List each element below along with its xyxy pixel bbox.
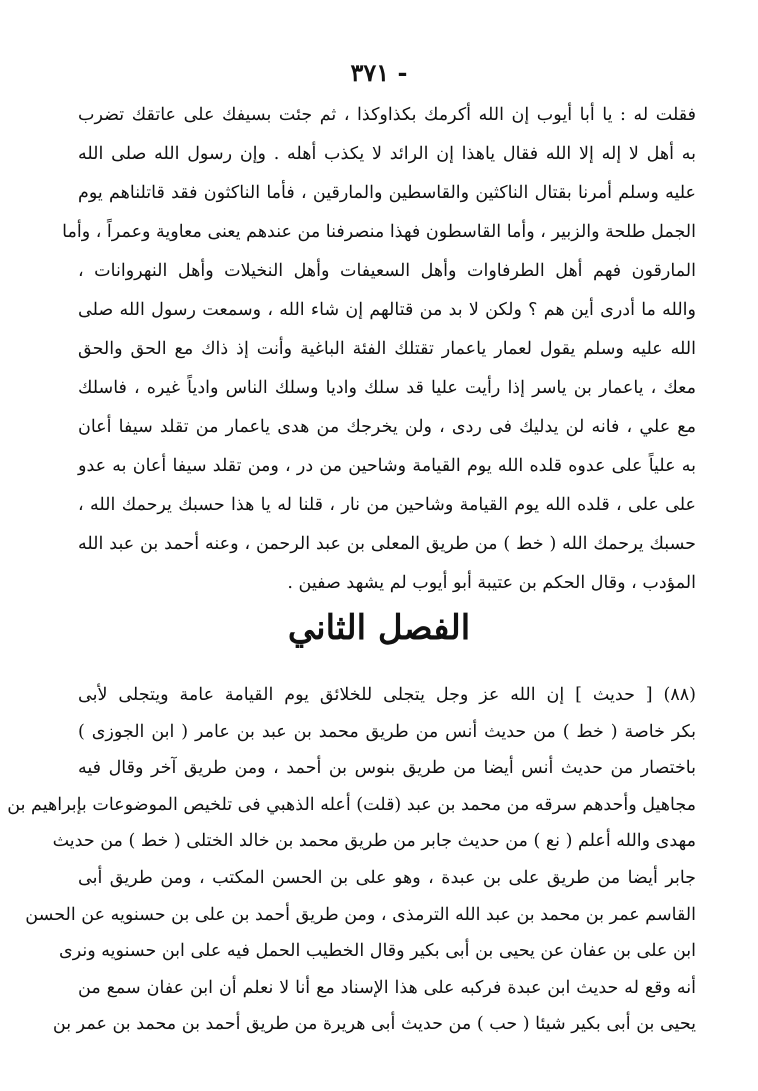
text-line: أنه وقع له حديث ابن عبدة فركبه على هذا الإسناد مع أنا لا نعلم أن ابن عفان سمع من [78,977,696,998]
text-line: فقلت له : يا أبا أيوب إن الله أكرمك بكذاوكذا ، ثم جئت بسيفك على عاتقك تضرب [78,105,696,125]
text-line: ابن على بن عفان عن يحيى بن أبى بكير وقال الخطيب الحمل فيه على ابن حسنويه ونرى [59,941,696,962]
text-line: الله عليه وسلم يقول لعمار ياعمار تقتلك الفئة الباغية وأنت إذ ذاك مع الحق والحق [78,339,696,359]
text-block-1 [62,96,696,603]
text-line: القاسم عمر بن محمد بن عبد الله الترمذى ، ومن طريق أحمد بن على بن حسنويه عن الحسن [25,904,696,925]
text-line: باختصار من حديث أنس أيضا من طريق بنوس بن أحمد ، ومن طريق آخر وقال فيه [78,758,696,779]
text-line: على على ، قلده الله يوم القيامة وشاحين من نار ، قلنا له يا هذا حسبك يرحمك الله ، [78,495,696,515]
text-line: به علياً على عدوه قلده الله يوم القيامة وشاحين من در ، ومن تقلد سيفا أعان به عدو [78,456,696,476]
text-line: معك ، ياعمار بن ياسر إذا رأيت عليا قد سلك واديا وسلك الناس وادياً غيره ، فاسلك [78,378,696,398]
text-line: (٨٨) [ حديث ] إن الله عز وجل يتجلى للخلائق يوم القيامة عامة ويتجلى لأبى [78,685,696,705]
text-line: والله ما أدرى أين هم ؟ ولكن لا بد من قتالهم إن شاء الله ، وسمعت رسول الله صلى [78,300,696,320]
text-line: حسبك يرحمك الله ( خط ) من طريق المعلى بن عبد الرحمن ، وعنه أحمد بن عبد الله [78,534,696,554]
text-line: مجاهيل وأحدهم سرقه من محمد بن عبد (قلت) أعله الذهبي فى تلخيص الموضوعات بإبراهيم بن [7,794,696,815]
text-line: يحيى بن أبى بكير شيئا ( حب ) من حديث أبى هريرة من طريق أحمد بن محمد بن عمر بن [52,1014,696,1035]
page-number: - ٣٧١ [350,58,408,87]
text-line: المؤدب ، وقال الحكم بن عتيبة أبو أيوب لم يشهد صفين . [287,573,696,593]
text-line: مهدى والله أعلم ( نع ) من حديث جابر من طريق محمد بن خالد الختلى ( خط ) من حديث [52,831,696,852]
text-line: جابر أيضا من طريق على بن عبدة ، وهو على بن الحسن المكتب ، ومن طريق أبى [78,867,696,888]
text-line: عليه وسلم أمرنا بقتال الناكثين والقاسطين والمارقين ، فأما الناكثون فقد قاتلناهم يوم [78,183,696,203]
text-line: بكر خاصة ( خط ) من حديث أنس من طريق محمد بن عبد بن عامر ( ابن الجوزى ) [78,721,696,742]
text-block-2 [7,677,696,1043]
text-line: المارقون فهم أهل الطرفاوات وأهل السعيفات وأهل النخيلات وأهل النهروانات ، [78,261,696,281]
text-line: به أهل لا إله إلا الله فقال ياهذا إن الرائد لا يكذب أهله . وإن رسول الله صلى الله [78,144,696,164]
section-heading: الفصل الثاني [287,608,471,648]
text-line: مع علي ، فانه لن يدليك فى ردى ، ولن يخرجك من هدى ياعمار من تقلد سيفا أعان [78,417,696,437]
text-line: الجمل طلحة والزبير ، وأما القاسطون فهذا منصرفنا من عندهم يعنى معاوية وعمراً ، وأما [62,222,696,242]
